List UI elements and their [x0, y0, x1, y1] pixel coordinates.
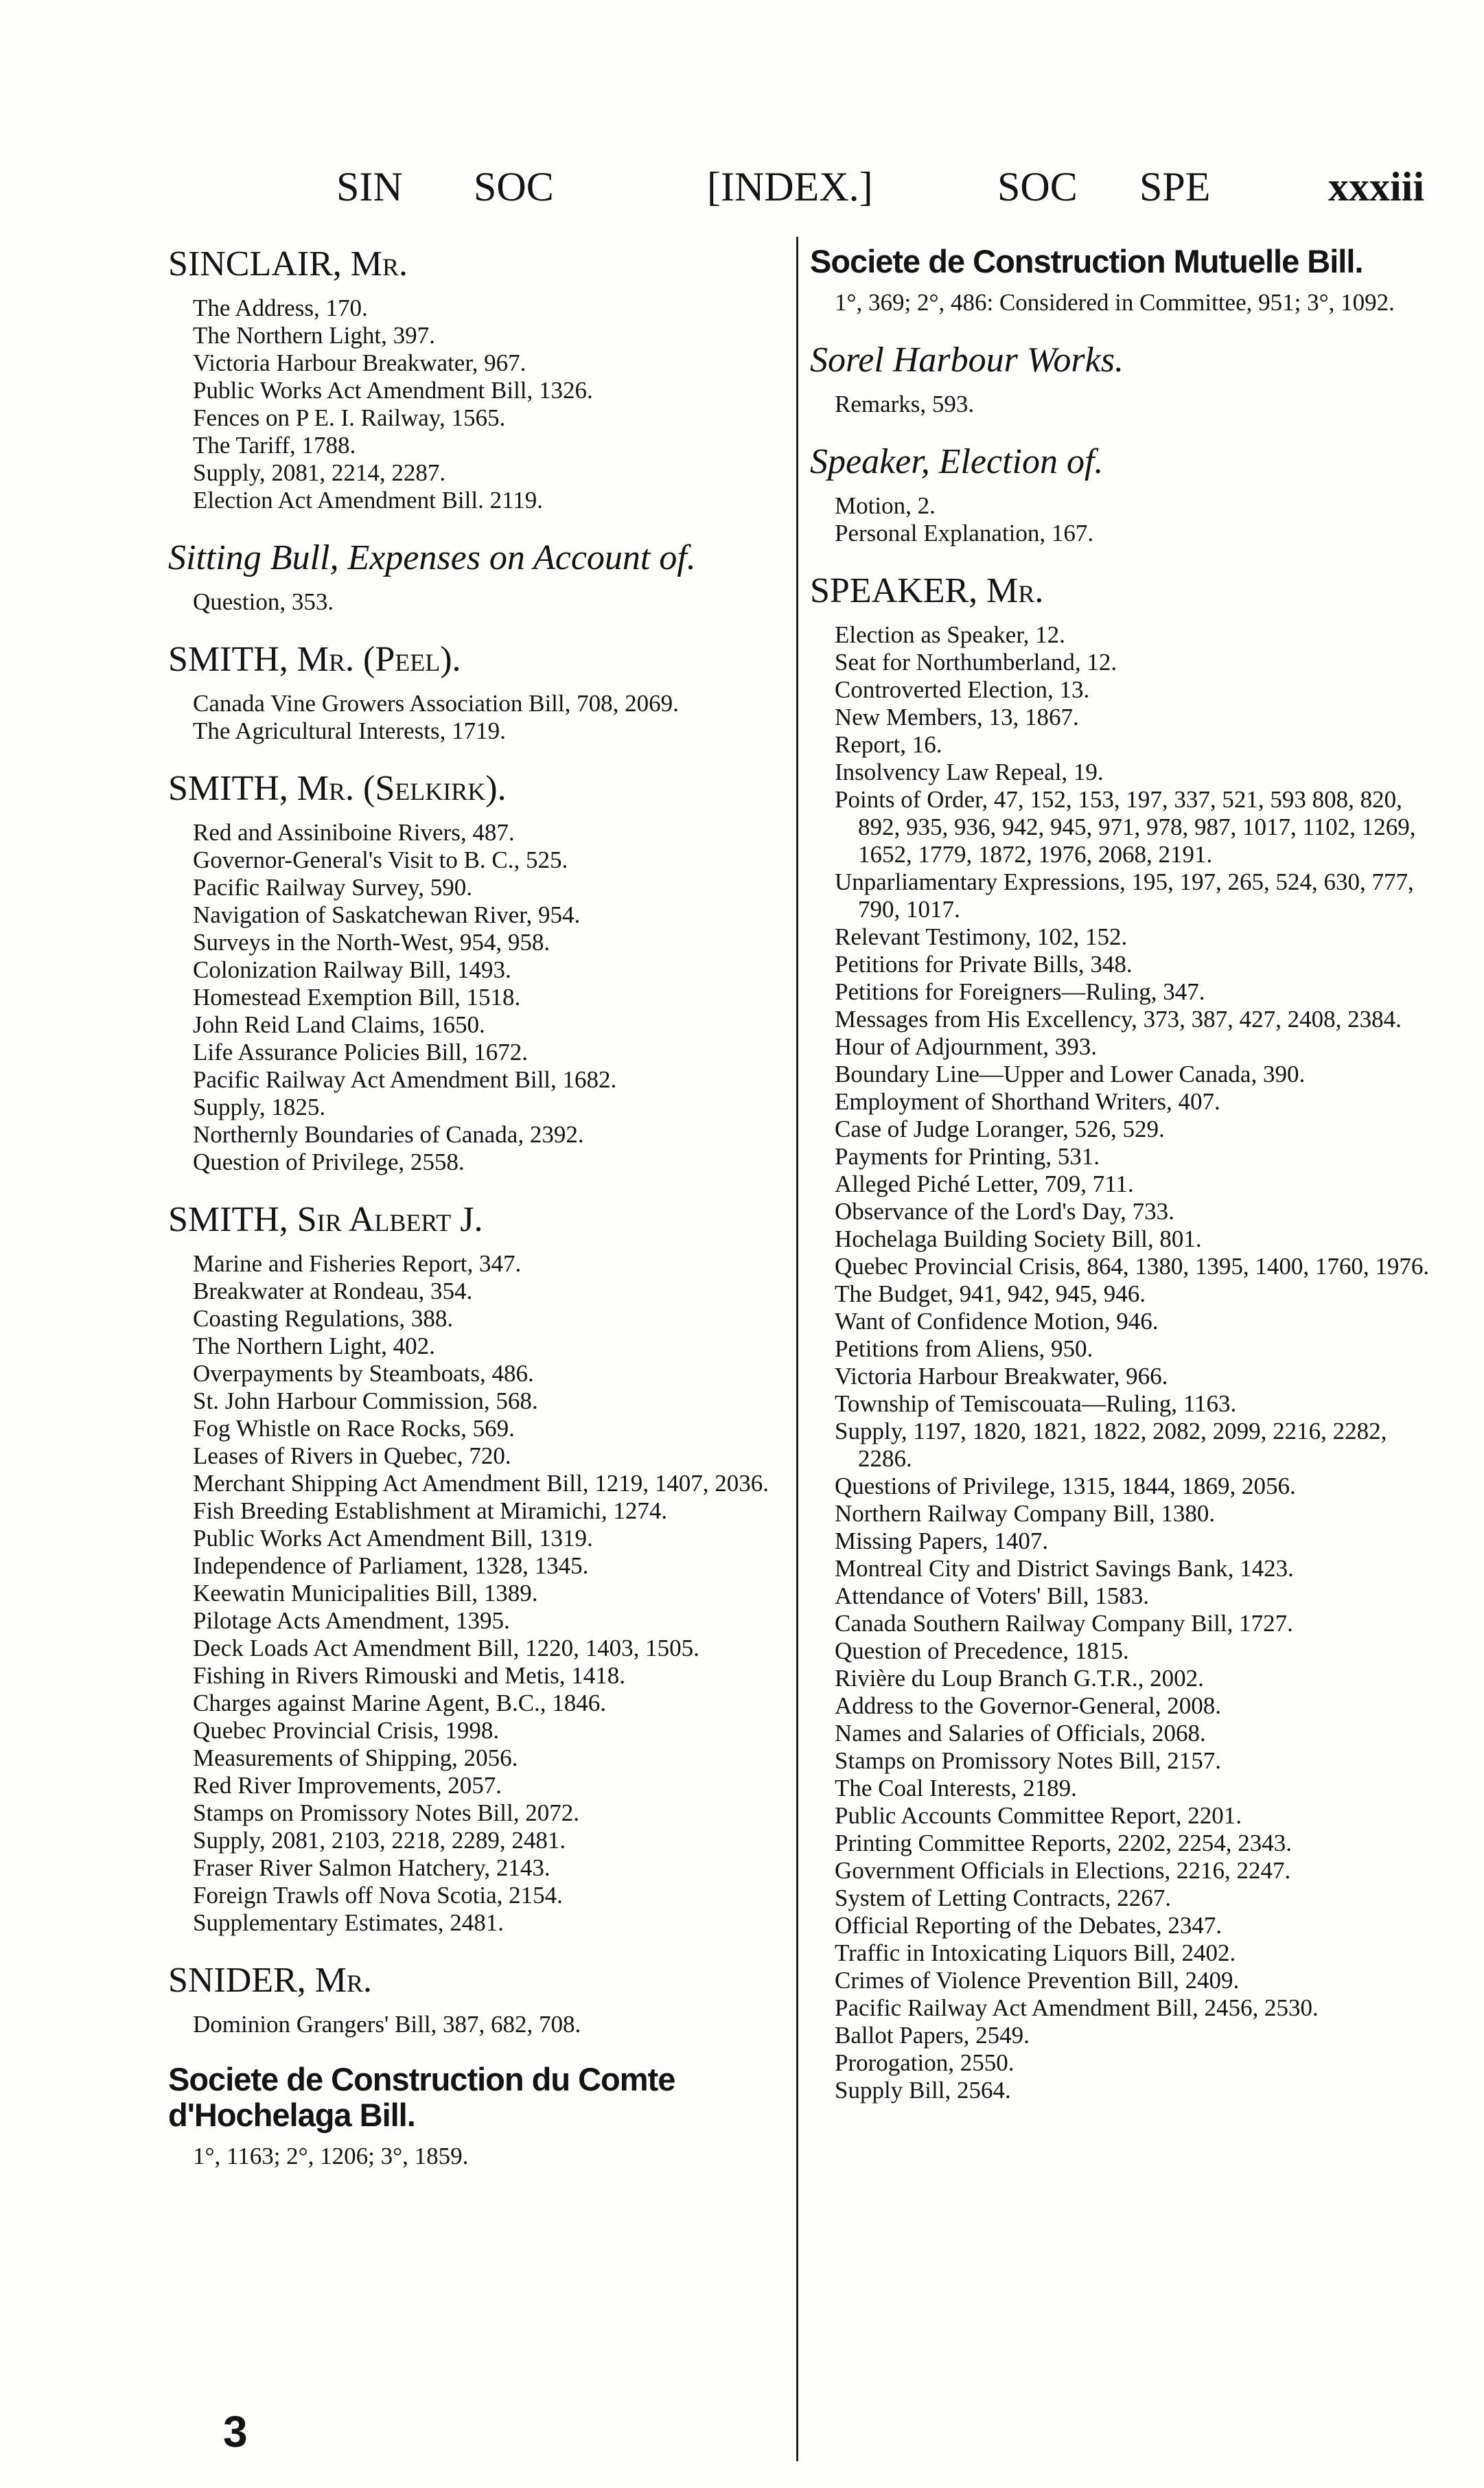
entry-items — [168, 588, 786, 616]
index-item: Foreign Trawls off Nova Scotia, 2154. — [193, 1882, 563, 1909]
header-center: [INDEX.] — [707, 164, 873, 209]
index-entry — [168, 639, 786, 745]
index-item: Fish Breeding Establishment at Miramichi, 1274. — [193, 1497, 668, 1524]
entry-items — [810, 492, 1438, 547]
entry-items — [810, 391, 1438, 418]
index-item: Deck Loads Act Amendment Bill, 1220, 1403, 1505. — [193, 1635, 699, 1661]
index-item: St. John Harbour Commission, 568. — [193, 1387, 538, 1414]
index-entry — [168, 2062, 786, 2170]
index-item: Questions of Privilege, 1315, 1844, 1869, 2056. — [835, 1473, 1296, 1499]
index-item: Crimes of Violence Prevention Bill, 2409. — [835, 1967, 1240, 1994]
index-item: Supply, 1197, 1820, 1821, 1822, 2082, 2099, 2216, 2282, 2286. — [835, 1418, 1387, 1472]
index-entry — [810, 571, 1438, 2104]
entry-heading-text: SINCLAIR, Mr. — [168, 244, 408, 284]
index-column-left — [168, 244, 786, 2170]
index-item: Pacific Railway Act Amendment Bill, 2456, 2530. — [835, 1994, 1319, 2021]
index-item: Pacific Railway Survey, 590. — [193, 874, 472, 901]
index-item: Rivière du Loup Branch G.T.R., 2002. — [835, 1665, 1204, 1692]
index-item: Printing Committee Reports, 2202, 2254, 2343. — [835, 1830, 1292, 1856]
index-item: Leases of Rivers in Quebec, 720. — [193, 1442, 511, 1469]
index-entry — [168, 538, 786, 616]
index-entry — [168, 768, 786, 1176]
index-item: Messages from His Excellency, 373, 387, 427, 2408, 2384. — [835, 1006, 1402, 1033]
column-divider — [796, 237, 798, 2461]
index-entry — [810, 441, 1438, 547]
index-item: Canada Vine Growers Association Bill, 708, 2069. — [193, 690, 679, 717]
index-item: Northernly Boundaries of Canada, 2392. — [193, 1121, 584, 1148]
index-item: System of Letting Contracts, 2267. — [835, 1885, 1171, 1911]
index-item: Hochelaga Building Society Bill, 801. — [835, 1225, 1202, 1252]
index-item: Government Officials in Elections, 2216, 2247. — [835, 1857, 1291, 1884]
index-item: Charges against Marine Agent, B.C., 1846. — [193, 1690, 607, 1716]
header-right-first: SOC — [997, 164, 1078, 209]
page-number: xxxiii — [1328, 164, 1425, 209]
index-column-right — [810, 244, 1438, 2104]
index-item: Question, 353. — [193, 588, 334, 615]
index-item: Stamps on Promissory Notes Bill, 2157. — [835, 1747, 1221, 1774]
index-item: Remarks, 593. — [835, 391, 975, 417]
index-item: Petitions from Aliens, 950. — [835, 1335, 1093, 1362]
index-item: Stamps on Promissory Notes Bill, 2072. — [193, 1799, 579, 1826]
entry-heading: Sitting Bull, Expenses on Account of. — [168, 538, 696, 577]
index-item: Petitions for Private Bills, 348. — [835, 951, 1133, 978]
index-item: Ballot Papers, 2549. — [835, 2022, 1030, 2049]
entry-heading — [810, 571, 1438, 612]
index-item: Breakwater at Rondeau, 354. — [193, 1278, 473, 1304]
header-left-second: SOC — [474, 164, 554, 209]
index-entry — [168, 1960, 786, 2038]
index-item: Seat for Northumberland, 12. — [835, 649, 1117, 676]
index-item: Victoria Harbour Breakwater, 967. — [193, 349, 526, 376]
index-item: Keewatin Municipalities Bill, 1389. — [193, 1580, 538, 1606]
index-item: Supply, 1825. — [193, 1094, 326, 1120]
index-item: Supplementary Estimates, 2481. — [193, 1909, 504, 1936]
index-item: Coasting Regulations, 388. — [193, 1305, 454, 1332]
index-item: Red River Improvements, 2057. — [193, 1772, 502, 1799]
entry-items — [168, 1250, 786, 1937]
index-item: Fraser River Salmon Hatchery, 2143. — [193, 1854, 550, 1881]
index-item: The Tariff, 1788. — [193, 432, 356, 459]
index-item: Fences on P E. I. Railway, 1565. — [193, 404, 506, 431]
entry-heading-text: SMITH, Sir Albert J. — [168, 1200, 483, 1239]
entry-items — [168, 690, 786, 745]
index-item: Montreal City and District Savings Bank, 1423. — [835, 1555, 1294, 1582]
header-right-second: SPE — [1139, 164, 1211, 209]
index-item: 1°, 369; 2°, 486: Considered in Committee, 951; 3°, 1092. — [835, 289, 1395, 316]
index-item: Pilotage Acts Amendment, 1395. — [193, 1607, 510, 1634]
index-item: John Reid Land Claims, 1650. — [193, 1011, 485, 1038]
index-item: Controverted Election, 13. — [835, 676, 1090, 703]
index-item: The Northern Light, 397. — [193, 322, 435, 349]
index-item: 1°, 1163; 2°, 1206; 3°, 1859. — [193, 2143, 469, 2169]
index-item: Merchant Shipping Act Amendment Bill, 1219, 1407, 2036. — [193, 1470, 769, 1497]
entry-heading-text: SMITH, Mr. (Peel). — [168, 640, 461, 679]
index-item: Governor-General's Visit to B. C., 525. — [193, 846, 568, 873]
index-item: Pacific Railway Act Amendment Bill, 1682. — [193, 1066, 617, 1093]
entry-items — [810, 621, 1438, 2104]
index-item: Northern Railway Company Bill, 1380. — [835, 1500, 1216, 1527]
entry-heading — [168, 1199, 786, 1241]
index-item: Petitions for Foreigners—Ruling, 347. — [835, 978, 1205, 1005]
index-item: The Agricultural Interests, 1719. — [193, 717, 506, 744]
index-item: Case of Judge Loranger, 526, 529. — [835, 1116, 1165, 1142]
entry-heading — [168, 639, 786, 680]
index-item: Navigation of Saskatchewan River, 954. — [193, 901, 581, 928]
index-item: Want of Confidence Motion, 946. — [835, 1308, 1159, 1335]
entry-items — [168, 2011, 786, 2038]
entry-heading — [168, 768, 786, 809]
entry-heading: Societe de Construction Mutuelle Bill. — [810, 243, 1363, 279]
entry-heading-text: SMITH, Mr. (Selkirk). — [168, 769, 507, 808]
entry-heading-text: SPEAKER, Mr. — [810, 571, 1044, 610]
index-item: Unparliamentary Expressions, 195, 197, 265, 524, 630, 777, 790, 1017. — [835, 868, 1414, 923]
index-item: Prorogation, 2550. — [835, 2049, 1015, 2076]
index-item: Employment of Shorthand Writers, 407. — [835, 1088, 1220, 1115]
entry-heading — [168, 244, 786, 285]
index-item: Measurements of Shipping, 2056. — [193, 1744, 518, 1771]
index-item: Observance of the Lord's Day, 733. — [835, 1198, 1174, 1225]
index-item: Points of Order, 47, 152, 153, 197, 337, 521, 593 808, 820, 892, 935, 936, 942, 945, 971, 978, 987, 1017, 1102, 1269, 1652, 1779, 1872, 1976, 2068, 2191. — [835, 786, 1416, 868]
index-item: Dominion Grangers' Bill, 387, 682, 708. — [193, 2011, 581, 2038]
header-left-first: SIN — [336, 164, 403, 209]
index-item: Public Accounts Committee Report, 2201. — [835, 1802, 1242, 1829]
index-item: Question of Privilege, 2558. — [193, 1149, 465, 1175]
index-entry — [810, 244, 1438, 316]
index-item: Address to the Governor-General, 2008. — [835, 1692, 1222, 1719]
entry-heading-text: SNIDER, Mr. — [168, 1961, 373, 2000]
entry-items — [168, 295, 786, 514]
index-item: The Northern Light, 402. — [193, 1333, 435, 1359]
index-item: Hour of Adjournment, 393. — [835, 1033, 1098, 1060]
index-item: Fishing in Rivers Rimouski and Metis, 1418. — [193, 1662, 626, 1689]
entry-heading: Speaker, Election of. — [810, 442, 1104, 481]
index-item: Supply, 2081, 2214, 2287. — [193, 459, 446, 486]
index-item: Insolvency Law Repeal, 19. — [835, 759, 1104, 785]
index-item: Supply Bill, 2564. — [835, 2077, 1011, 2104]
index-item: Attendance of Voters' Bill, 1583. — [835, 1582, 1150, 1609]
index-item: Alleged Piché Letter, 709, 711. — [835, 1171, 1134, 1197]
index-item: Names and Salaries of Officials, 2068. — [835, 1720, 1206, 1747]
index-item: Fog Whistle on Race Rocks, 569. — [193, 1415, 515, 1442]
index-item: Independence of Parliament, 1328, 1345. — [193, 1552, 589, 1579]
index-item: Canada Southern Railway Company Bill, 1727. — [835, 1610, 1293, 1637]
index-item: Red and Assiniboine Rivers, 487. — [193, 819, 515, 846]
index-item: Question of Precedence, 1815. — [835, 1637, 1129, 1664]
index-item: Motion, 2. — [835, 492, 936, 519]
index-item: Official Reporting of the Debates, 2347. — [835, 1912, 1222, 1939]
entry-heading: Sorel Harbour Works. — [810, 341, 1124, 380]
index-item: Boundary Line—Upper and Lower Canada, 390. — [835, 1061, 1306, 1087]
index-item: Marine and Fisheries Report, 347. — [193, 1250, 522, 1277]
index-item: Homestead Exemption Bill, 1518. — [193, 984, 521, 1011]
entry-items — [810, 289, 1438, 316]
index-item: Public Works Act Amendment Bill, 1326. — [193, 377, 593, 404]
index-item: Supply, 2081, 2103, 2218, 2289, 2481. — [193, 1827, 566, 1854]
index-item: Surveys in the North-West, 954, 958. — [193, 929, 550, 956]
index-item: Colonization Railway Bill, 1493. — [193, 956, 511, 983]
index-item: Election as Speaker, 12. — [835, 621, 1065, 648]
index-item: Quebec Provincial Crisis, 1998. — [193, 1717, 500, 1744]
index-item: Report, 16. — [835, 731, 942, 758]
index-item: Missing Papers, 1407. — [835, 1528, 1049, 1554]
index-item: Traffic in Intoxicating Liquors Bill, 2402. — [835, 1939, 1236, 1966]
running-header — [0, 163, 1484, 218]
index-item: Quebec Provincial Crisis, 864, 1380, 1395, 1400, 1760, 1976. — [835, 1253, 1430, 1280]
index-item: Life Assurance Policies Bill, 1672. — [193, 1039, 528, 1066]
index-item: Victoria Harbour Breakwater, 966. — [835, 1363, 1168, 1390]
index-entry — [168, 244, 786, 514]
index-item: Township of Temiscouata—Ruling, 1163. — [835, 1390, 1237, 1417]
index-item: The Address, 170. — [193, 295, 368, 321]
index-entry — [168, 1199, 786, 1937]
index-item: Personal Explanation, 167. — [835, 520, 1094, 546]
index-item: Overpayments by Steamboats, 486. — [193, 1360, 534, 1387]
index-item: Election Act Amendment Bill. 2119. — [193, 487, 544, 514]
index-item: Relevant Testimony, 102, 152. — [835, 923, 1128, 950]
index-item: New Members, 13, 1867. — [835, 704, 1079, 730]
entry-heading — [168, 1960, 786, 2001]
entry-items — [168, 819, 786, 1176]
signature-mark: 3 — [223, 2407, 248, 2456]
index-item: The Coal Interests, 2189. — [835, 1775, 1077, 1801]
entry-heading: Societe de Construction du Comte d'Hochelaga Bill. — [168, 2061, 675, 2133]
index-item: Payments for Printing, 531. — [835, 1143, 1100, 1170]
index-entry — [810, 340, 1438, 418]
index-item: Public Works Act Amendment Bill, 1319. — [193, 1525, 593, 1552]
index-item: The Budget, 941, 942, 945, 946. — [835, 1280, 1146, 1307]
entry-items — [168, 2143, 786, 2170]
